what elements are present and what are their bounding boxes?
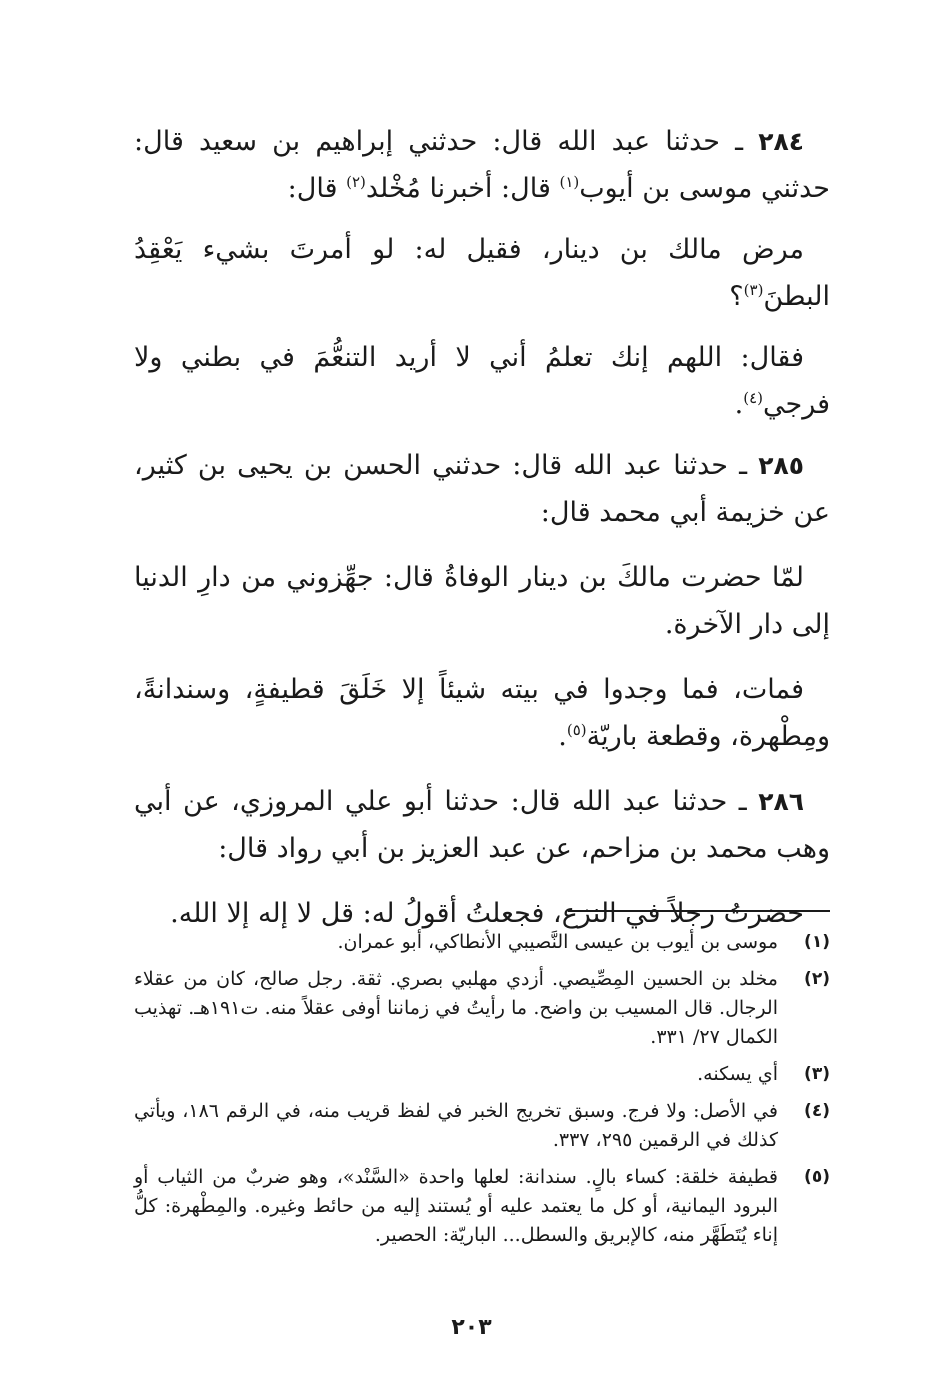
footnote-ref: (٥)	[566, 721, 587, 739]
footnote-ref: (١)	[559, 173, 580, 191]
matn-text: فمات، فما وجدوا في بيته شيئاً إلا خَلَقَ قطيفةٍ، وسندانةً، ومِطْهرة، وقطعة باريّة	[134, 674, 830, 752]
matn-text: لمّا حضرت مالكَ بن دينار الوفاةُ قال: جهِّزوني من دارِ الدنيا إلى دار الآخرة.	[134, 562, 830, 640]
footnote-label: (٤)	[804, 1101, 830, 1121]
isnad-text: ـ حدثنا عبد الله قال: حدثنا أبو علي المروزي، عن أبي وهب محمد بن مزاحم، عن عبد العزيز بن أبي رواد قال:	[134, 786, 830, 864]
footnote	[134, 1097, 830, 1155]
punctuation: .	[734, 389, 744, 420]
footnote	[134, 928, 830, 957]
matn-text: فقال: اللهم إنك تعلمُ أني لا أريد التنعُّمَ في بطني ولا فرجي	[134, 342, 830, 420]
footnote-separator	[568, 910, 830, 912]
punctuation: ؟	[729, 281, 744, 312]
hadith-284-isnad	[134, 118, 830, 212]
hadith-number: ٢٨٤	[758, 127, 804, 156]
hadith-285-matn-1	[134, 554, 830, 648]
hadith-286-isnad	[134, 778, 830, 872]
hadith-number: ٢٨٦	[758, 787, 804, 816]
isnad-text: ـ حدثنا عبد الله قال: حدثني إبراهيم بن سعيد قال: حدثني موسى بن أيوب	[134, 126, 830, 204]
main-text	[134, 118, 830, 937]
hadith-284-matn-2	[134, 334, 830, 428]
footnote-label: (٣)	[804, 1064, 830, 1084]
footnote-label: (٥)	[804, 1167, 830, 1187]
footnote-text: قطيفة خلقة: كساء بالٍ. سندانة: لعلها واحدة «السَّنْد»، وهو ضربٌ من الثياب أو البرود اليمانية، أو كل ما يعتمد عليه أو يُستند إليه من حائط وغيره. والمِطْهرة: كلُّ إناء يُتَطَهَّر منه، كالإبريق والسطل... الباريّة: الحصير.	[134, 1166, 778, 1246]
hadith-number: ٢٨٥	[758, 451, 804, 480]
page-number: ٢٠٣	[451, 1315, 492, 1340]
footnote-label: (١)	[804, 932, 830, 952]
footnote-label: (٢)	[804, 969, 830, 989]
footnote	[134, 1060, 830, 1089]
isnad-text: قال:	[287, 173, 347, 204]
punctuation: .	[558, 721, 567, 752]
footnote-text: موسى بن أيوب بن عيسى النَّصيبي الأنطاكي، أبو عمران.	[337, 931, 778, 953]
footnotes	[134, 928, 830, 1258]
matn-text: حضرتُ رجلاً في النزع، فجعلتُ أقولُ له: قل لا إله إلا الله.	[170, 898, 804, 929]
footnote	[134, 965, 830, 1052]
footnote-text: مخلد بن الحسين المِصِّيصي. أزدي مهلبي بصري. ثقة. رجل صالح، كان من عقلاء الرجال. قال المسيب بن واضح. ما رأيتُ في زماننا أوفى عقلاً منه. ت١٩١هـ. تهذيب الكمال ٢٧/ ٣٣١.	[134, 968, 778, 1048]
hadith-284-matn-1	[134, 226, 830, 320]
hadith-285-matn-2	[134, 666, 830, 760]
matn-text: مرض مالك بن دينار، فقيل له: لو أمرتَ بشيء يَعْقِدُ البطنَ	[134, 234, 830, 312]
footnote-ref: (٣)	[743, 281, 764, 299]
footnote-ref: (٤)	[743, 389, 763, 407]
isnad-text: ـ حدثنا عبد الله قال: حدثني الحسن بن يحيى بن كثير، عن خزيمة أبي محمد قال:	[134, 450, 830, 528]
footnote-text: أي يسكنه.	[697, 1063, 778, 1085]
hadith-285-isnad	[134, 442, 830, 536]
isnad-text: قال: أخبرنا مُخْلد	[365, 173, 560, 204]
footnote-text: في الأصل: ولا فرج. وسبق تخريج الخبر في لفظ قريب منه، في الرقم ١٨٦، ويأتي كذلك في الرقمين ٢٩٥، ٣٣٧.	[134, 1100, 778, 1151]
footnote	[134, 1163, 830, 1250]
footnote-ref: (٢)	[346, 173, 366, 191]
